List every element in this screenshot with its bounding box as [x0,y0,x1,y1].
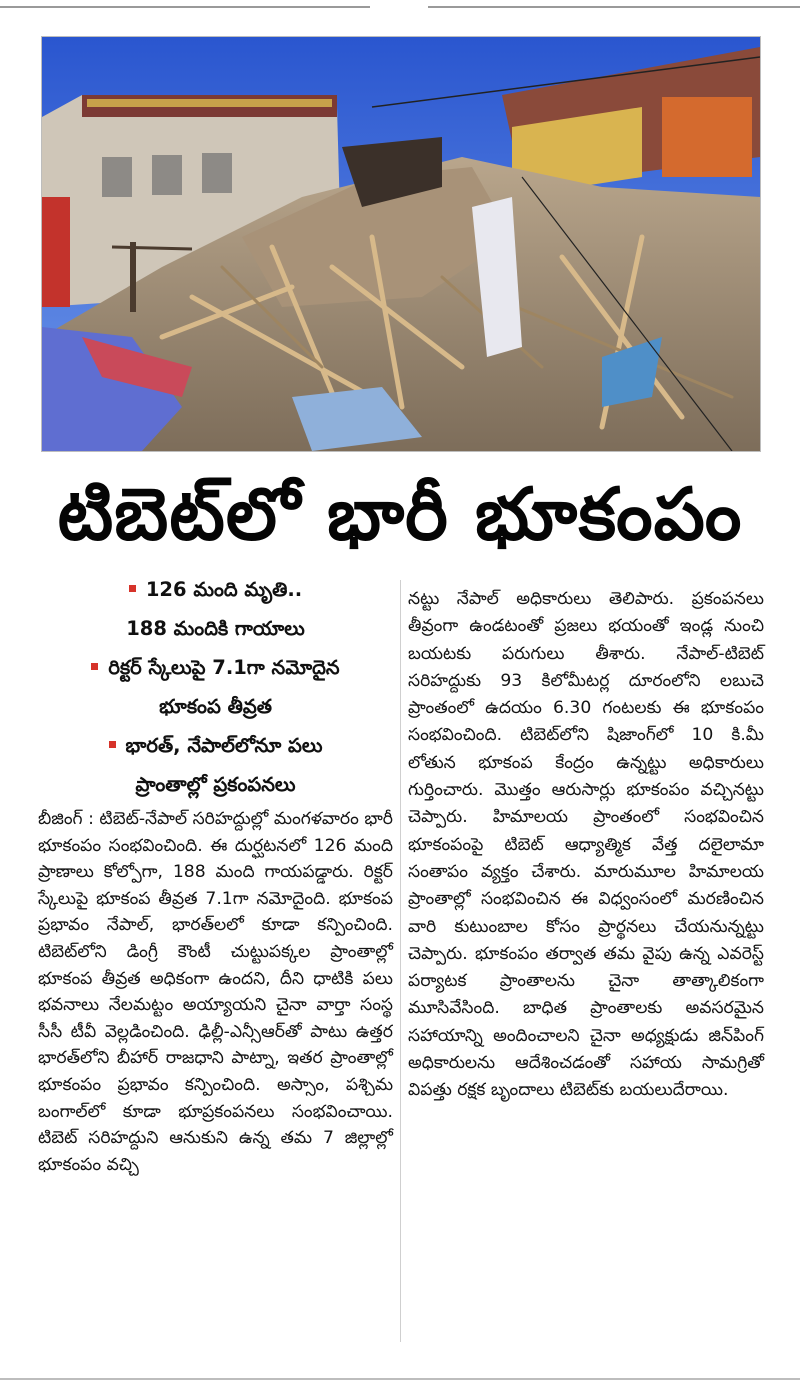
bottom-rule [0,1378,800,1380]
highlight-line: 188 మందికి గాయాలు [126,617,305,640]
highlight-line: ప్రాంతాల్లో ప్రకంపనలు [135,773,296,796]
highlight-item [38,726,393,804]
highlight-item [38,648,393,726]
column-divider [400,580,401,1342]
top-rule-right [428,6,800,8]
highlight-line: రిక్టర్ స్కేలుపై 7.1గా నమోదైన [108,656,340,679]
earthquake-photo [41,36,761,452]
top-rule-left [0,6,370,8]
right-column [408,586,764,1105]
headline: టిబెట్‌లో భారీ భూకంపం [57,472,743,556]
bullet-square-icon [129,585,136,592]
article-body-left: బీజింగ్ : టిబెట్-నేపాల్ సరిహద్దుల్లో మంగళవారం భారీ భూకంపం సంభవించింది. ఈ దుర్ఘటనలో 126 మంది ప్రాణాలు కోల్పోగా, 188 మంది గాయపడ్డారు. రిక్టర్ స్కేలుపై భూకంప తీవ్రత 7.1గా నమోదైంది. భూకంప ప్రభావం నేపాల్, భారత్‌లలో కూడా కన్పించింది. టిబెట్‌లోని డింగ్రీ కౌంటీ చుట్టుపక్కల ప్రాంతాల్లో భూకంప తీవ్రత అధికంగా ఉందని, దీని ధాటికి పలు భవనాలు నేలమట్టం అయ్యాయని చైనా వార్తా సంస్థ సీసీ టీవీ వెల్లడించింది. ఢిల్లీ-ఎన్సీఆర్‌తో పాటు ఉత్తర భారత్‌లోని బీహార్ రాజధాని పాట్నా, ఇతర ప్రాంతాల్లో భూకంపం ప్రభావం కన్పించింది. అస్సాం, పశ్చిమ బంగాల్‌లో కూడా భూప్రకంపనలు సంభవించాయి. టిబెట్ సరిహద్దుని ఆనుకుని ఉన్న తమ 7 జిల్లాల్లో భూకంపం వచ్చి [38,809,393,1175]
highlight-line: భారత్, నేపాల్‌లోనూ పలు [125,734,323,757]
article-body-right: నట్టు నేపాల్ అధికారులు తెలిపారు. ప్రకంపనలు తీవ్రంగా ఉండటంతో ప్రజలు భయంతో ఇండ్ల నుంచి బయటకు పరుగులు తీశారు. నేపాల్-టిబెట్ సరిహద్దుకు 93 కిలోమీటర్ల దూరంలోని లబుచె ప్రాంతంలో ఉదయం 6.30 గంటలకు ఈ భూకంపం సంభవించింది. టిబెట్‌లోని షిజాంగ్‌లో 10 కి.మీ లోతున భూకంప కేంద్రం ఉన్నట్టు అధికారులు గుర్తించారు. మొత్తం ఆరుసార్లు భూకంపం వచ్చినట్టు చెప్పారు. హిమాలయ ప్రాంతంలో సంభవించిన భూకంపంపై టిబెట్ ఆధ్యాత్మిక వేత్త దలైలామా సంతాపం వ్యక్తం చేశారు. మారుమూల హిమాలయ ప్రాంతాల్లో సంభవించిన ఈ విధ్వంసంలో మరణించిన వారి కుటుంబాల కోసం ప్రార్థనలు చేయనున్నట్టు చెప్పారు. భూకంపం తర్వాత తమ వైపు ఉన్న ఎవరెస్ట్ పర్యాటక ప్రాంతాలను చైనా తాత్కాలికంగా మూసివేసింది. బాధిత ప్రాంతాలకు అవసరమైన సహాయాన్ని అందించాలని చైనా అధ్యక్షుడు జిన్‌పింగ్ అధికారులను ఆదేశించడంతో సహాయ సామగ్రితో విపత్తు రక్షక బృందాలు టిబెట్‌కు బయలుదేరాయి. [408,589,764,1101]
bullet-square-icon [91,663,98,670]
highlight-line: భూకంప తీవ్రత [159,695,272,718]
highlight-line: 126 మంది మృతి.. [145,578,303,601]
bullet-square-icon [109,741,116,748]
highlight-item [38,570,393,648]
left-column [38,570,393,1178]
highlights-list [38,570,393,804]
